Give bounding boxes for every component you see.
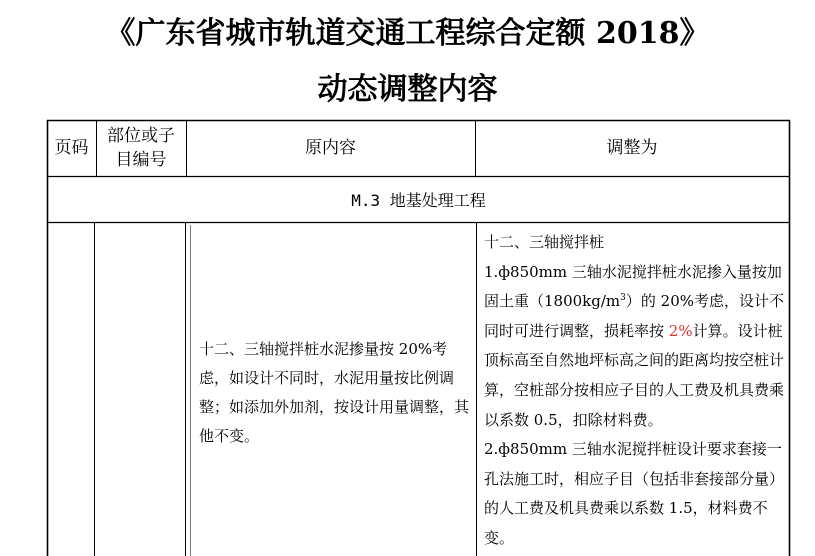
loss-rate-highlight: 2% <box>668 321 693 340</box>
cell-adjusted <box>484 228 785 554</box>
header-part-line1: 部位或子 <box>107 126 175 146</box>
header-part-line2: 目编号 <box>115 150 167 170</box>
header-adjusted: 调整为 <box>606 138 658 158</box>
document-subtitle: 动态调整内容 <box>317 72 498 107</box>
section-title: M.3 地基处理工程 <box>351 190 486 210</box>
adjusted-item-1: 1.ф850mm 三轴水泥搅拌桩水泥掺入量按加固土重$(1800kg/m^3)$的 20%考虑，设计不同时可进行调整，损耗率按 2%计算。设计桩顶标高至自然地坪标高之间的距离均按空桩计算，空桩部分按相应子目的人工费及机具费乘以系数 0.5，扣除材料费。 <box>484 262 785 429</box>
document-title: 《广东省城市轨道交通工程综合定额 2018》 <box>105 16 710 51</box>
adjusted-heading: 十二、三轴搅拌桩 <box>484 233 605 251</box>
header-part <box>96 120 186 176</box>
adjusted-item-2: 2.ф850mm 三轴水泥搅拌桩设计要求套接一孔法施工时，相应子目（包括非套接部分量）的人工费及机具费乘以系数 1.5，材料费不变。 <box>484 440 785 547</box>
header-page: 页码 <box>54 138 89 158</box>
header-original: 原内容 <box>305 138 356 158</box>
cell-original: 十二、三轴搅拌桩水泥掺量按 20%考虑，如设计不同时，水泥用量按比例调整；如添加外加剂，按设计用量调整，其他不变。 <box>199 340 470 445</box>
